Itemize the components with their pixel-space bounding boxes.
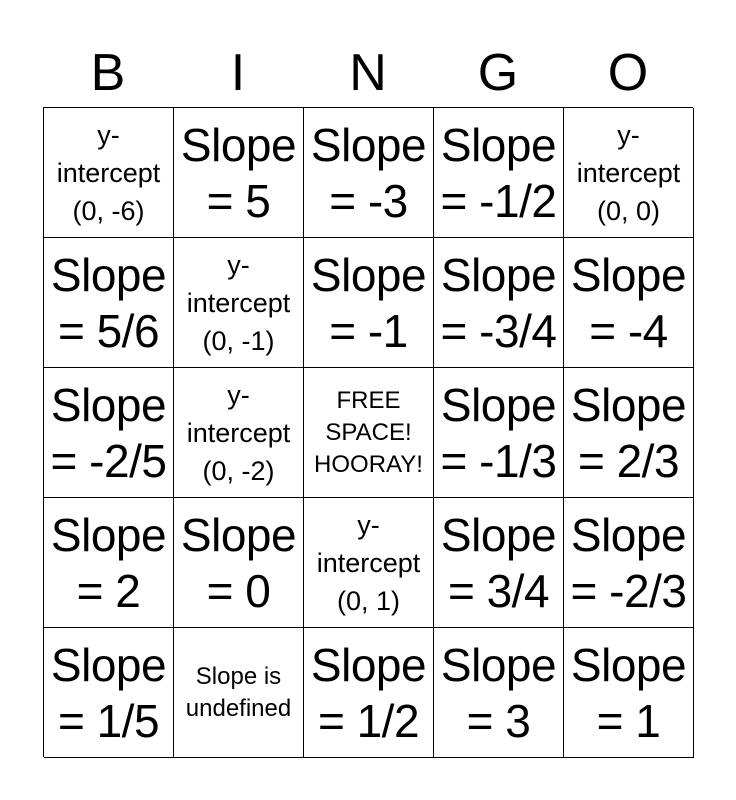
cell-text: Slope = 3/4 [440,508,557,617]
bingo-cell-b5[interactable] [44,628,174,758]
bingo-cell-i3[interactable] [174,368,304,498]
header-letter-g: G [477,44,519,102]
header-letter-o: O [607,44,649,102]
cell-text: Slope = -2/5 [50,378,167,487]
cell-text: y- intercept (0, 1) [316,509,421,616]
bingo-grid [43,107,693,757]
cell-text: Slope = 1/2 [310,638,427,747]
bingo-cell-i1[interactable] [174,108,304,238]
bingo-cell-o2[interactable] [564,238,694,368]
cell-text: y- intercept (0, -6) [56,119,161,226]
header-letter-b: B [90,44,126,102]
cell-text: Slope = 3 [440,638,557,747]
cell-text: y- intercept (0, 0) [576,119,681,226]
bingo-cell-g3[interactable] [434,368,564,498]
cell-text: Slope = 5 [180,118,297,227]
cell-text: Slope = 5/6 [50,248,167,357]
cell-text: Slope = -1/3 [440,378,557,487]
cell-text: FREE SPACE! HOORAY! [314,386,423,478]
bingo-cell-g1[interactable] [434,108,564,238]
bingo-card [43,40,693,757]
bingo-cell-b1[interactable] [44,108,174,238]
bingo-cell-b2[interactable] [44,238,174,368]
bingo-cell-o5[interactable] [564,628,694,758]
bingo-cell-free-space[interactable] [304,368,434,498]
bingo-cell-n4[interactable] [304,498,434,628]
bingo-cell-n2[interactable] [304,238,434,368]
bingo-cell-i5[interactable] [174,628,304,758]
header-letter-i: I [230,44,246,102]
cell-text: Slope = -3 [310,118,427,227]
cell-text: Slope = 1/5 [50,638,167,747]
bingo-cell-n1[interactable] [304,108,434,238]
bingo-cell-o4[interactable] [564,498,694,628]
bingo-cell-n5[interactable] [304,628,434,758]
bingo-cell-b4[interactable] [44,498,174,628]
cell-text: y- intercept (0, -2) [186,379,291,486]
bingo-cell-g5[interactable] [434,628,564,758]
cell-text: Slope = -2/3 [570,508,687,617]
bingo-cell-i2[interactable] [174,238,304,368]
bingo-cell-g4[interactable] [434,498,564,628]
cell-text: Slope = -3/4 [440,248,557,357]
bingo-cell-b3[interactable] [44,368,174,498]
cell-text: Slope = 2 [50,508,167,617]
bingo-cell-o1[interactable] [564,108,694,238]
cell-text: Slope = -1/2 [440,118,557,227]
header-letter-n: N [349,44,387,102]
cell-text: Slope is undefined [185,662,292,722]
cell-text: Slope = 1 [570,638,687,747]
bingo-cell-g2[interactable] [434,238,564,368]
cell-text: Slope = 0 [180,508,297,617]
bingo-cell-o3[interactable] [564,368,694,498]
cell-text: Slope = -4 [570,248,687,357]
bingo-cell-i4[interactable] [174,498,304,628]
cell-text: y- intercept (0, -1) [186,249,291,356]
bingo-header [43,40,693,107]
cell-text: Slope = -1 [310,248,427,357]
cell-text: Slope = 2/3 [570,378,687,487]
